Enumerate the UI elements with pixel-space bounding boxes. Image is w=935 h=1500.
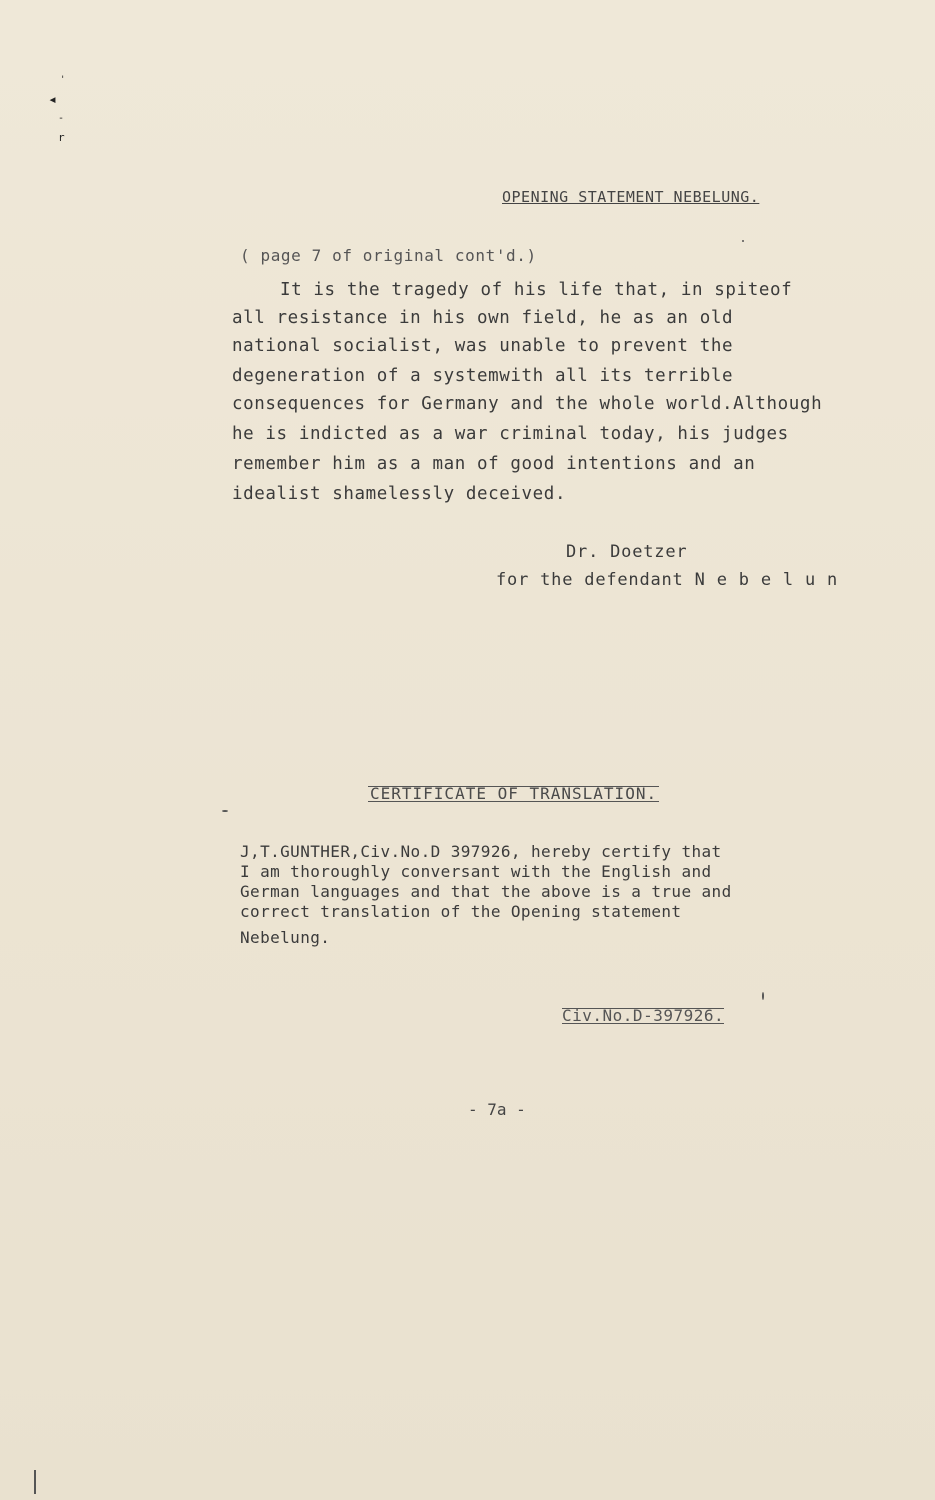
paragraph-line: It is the tragedy of his life that, in spiteof (280, 280, 793, 300)
signature-name: Dr. Doetzer (566, 542, 688, 562)
document-title: OPENING STATEMENT NEBELUNG. (502, 188, 760, 206)
certificate-line: German languages and that the above is a true and (240, 882, 732, 901)
paragraph-line: consequences for Germany and the whole world.Although (232, 394, 823, 414)
paragraph-line: remember him as a man of good intentions and an (232, 454, 756, 474)
paragraph-line: national socialist, was unable to prevent the (232, 336, 734, 356)
paragraph-line: all resistance in his own field, he as an old (232, 308, 734, 328)
margin-mark: ◂ (48, 90, 58, 108)
ink-speck (742, 240, 744, 242)
certificate-line: J,T.GUNTHER,Civ.No.D 397926, hereby certify that (240, 842, 722, 861)
margin-mark: ' (60, 75, 66, 85)
margin-mark: - (58, 113, 65, 124)
certificate-heading: CERTIFICATE OF TRANSLATION. (370, 784, 658, 803)
page-reference: ( page 7 of original cont'd.) (240, 246, 537, 265)
paragraph-line: degeneration of a systemwith all its terrible (232, 366, 734, 386)
paragraph-line: he is indicted as a war criminal today, his judges (232, 424, 789, 444)
signature-role: for the defendant N e b e l u n (496, 570, 839, 590)
margin-mark: r (58, 131, 65, 144)
certificate-line: Nebelung. (240, 928, 331, 947)
page-number: - 7a - (468, 1100, 526, 1119)
paragraph-line: idealist shamelessly deceived. (232, 484, 567, 504)
certificate-line: I am thoroughly conversant with the English and (240, 862, 712, 881)
ink-speck (34, 1470, 36, 1494)
ink-speck (222, 810, 228, 812)
ink-speck (762, 992, 764, 1000)
translator-civ-number: Civ.No.D-397926. (562, 1006, 725, 1025)
certificate-line: correct translation of the Opening statement (240, 902, 682, 921)
